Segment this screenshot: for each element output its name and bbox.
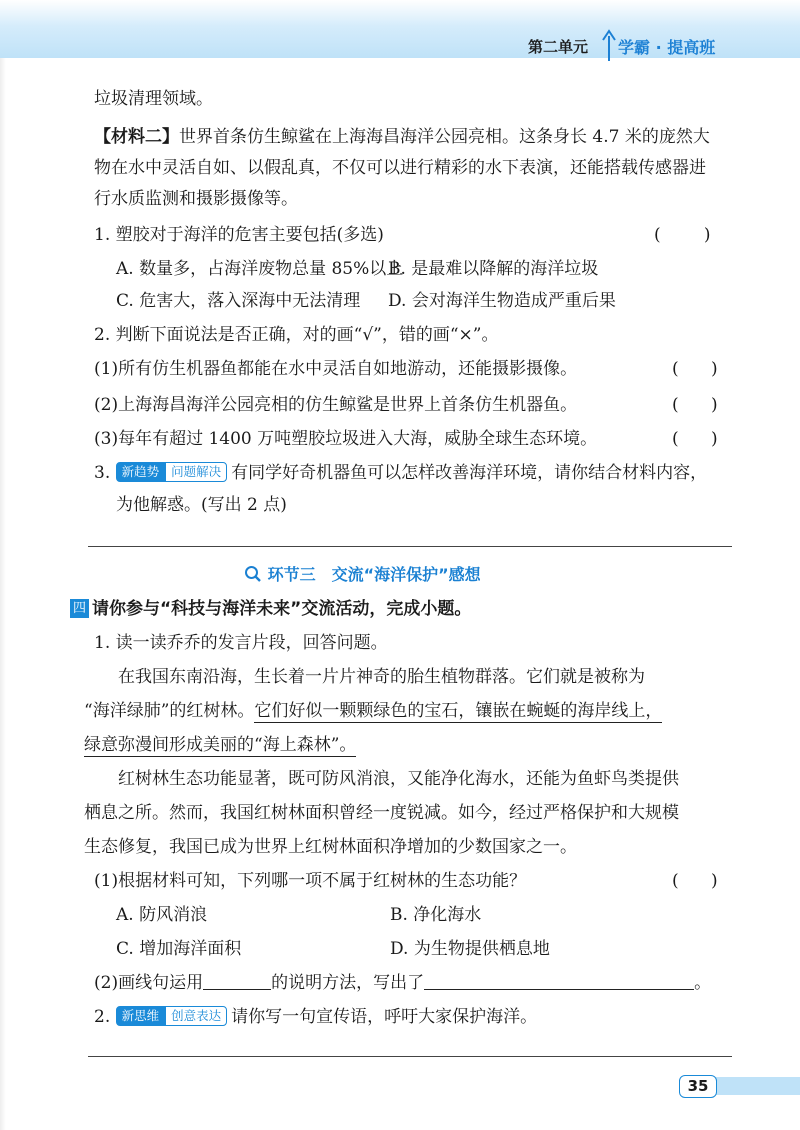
section3-part2: 交流“海洋保护”感想	[331, 565, 481, 584]
part4-heading	[70, 596, 471, 622]
header-unit-label: 第二单元	[528, 38, 589, 56]
magnifier-icon	[244, 565, 262, 583]
tag-new-thinking: 新思维	[116, 1006, 166, 1026]
underlined-sentence-part2: 绿意弥漫间形成美丽的“海上森林”。	[84, 735, 357, 755]
sub2-blank-content[interactable]	[424, 971, 694, 990]
underlined-sentence-part1: 它们好似一颗颗绿色的宝石，镶嵌在蜿蜒的海岸线上，	[254, 701, 663, 721]
page-tab	[716, 1077, 800, 1095]
material-tail: 垃圾清理领域。	[94, 89, 213, 109]
sub1-option-b[interactable]: B. 净化海水	[390, 905, 482, 925]
q1-option-d[interactable]: D. 会对海洋生物造成严重后果	[388, 291, 616, 311]
header-brand: 学霸 · 提高班	[618, 38, 716, 57]
q3-line1: 3. 新趋势 问题解决 有同学好奇机器鱼可以怎样改善海洋环境，请你结合材料内容，	[94, 463, 708, 483]
q-last-line: 2. 新思维 创意表达 请你写一句宣传语，呼吁大家保护海洋。	[94, 1007, 538, 1027]
material2-line2: 物在水中灵活自如、以假乱真，不仅可以进行精彩的水下表演，还能搭载传感器进	[94, 158, 706, 178]
q3-line2: 为他解惑。(写出 2 点)	[116, 495, 287, 515]
reading-p2-line3: 生态修复，我国已成为世界上红树林面积净增加的少数国家之一。	[84, 837, 577, 857]
reading-intro: 1. 读一读乔乔的发言片段，回答问题。	[94, 633, 388, 653]
material2-line1: 【材料二】世界首条仿生鲸鲨在上海海昌海洋公园亮相。这条身长 4.7 米的庞然大	[94, 127, 710, 147]
part4-badge: 四	[70, 599, 89, 618]
sub1-option-d[interactable]: D. 为生物提供栖息地	[390, 939, 550, 959]
q2-item-3: (3)每年有超过 1400 万吨塑胶垃圾进入大海，威胁全球生态环境。	[94, 429, 598, 449]
q2-item-1-paren[interactable]: ( )	[672, 359, 718, 379]
sub1-option-c[interactable]: C. 增加海洋面积	[116, 939, 242, 959]
tag-creative-expression: 创意表达	[165, 1006, 227, 1026]
q3-answer-line[interactable]	[88, 546, 732, 547]
sub2-blank-method[interactable]	[203, 971, 271, 990]
sub1-answer-paren[interactable]: ( )	[672, 871, 718, 891]
reading-p1-line3	[84, 732, 356, 758]
page-number: 35	[679, 1075, 717, 1098]
sub1-option-a[interactable]: A. 防风消浪	[116, 905, 208, 925]
tag-problem-solving: 问题解决	[165, 462, 227, 482]
tag-new-trend: 新趋势	[116, 462, 166, 482]
material2-label: 【材料二】	[94, 127, 179, 147]
section3-part1: 环节三	[267, 565, 316, 584]
reading-p2-line2: 栖息之所。然而，我国红树林面积曾经一度锐减。如今，经过严格保护和大规模	[84, 803, 679, 823]
q2-item-1: (1)所有仿生机器鱼都能在水中灵活自如地游动，还能摄影摄像。	[94, 359, 578, 379]
q1-option-b[interactable]: B. 是最难以降解的海洋垃圾	[388, 259, 599, 279]
reading-p1-line2: “海洋绿肺”的红树林。它们好似一颗颗绿色的宝石，镶嵌在蜿蜒的海岸线上，	[84, 701, 663, 721]
q2-stem: 2. 判断下面说法是否正确，对的画“√”，错的画“×”。	[94, 325, 499, 345]
q2-item-2-paren[interactable]: ( )	[672, 395, 718, 415]
q1-answer-paren[interactable]: ( )	[654, 225, 711, 245]
material2-line3: 行水质监测和摄影摄像等。	[94, 189, 298, 209]
reading-p2-line1: 红树林生态功能显著，既可防风消浪，又能净化海水，还能为鱼虾鸟类提供	[118, 769, 679, 789]
q2-item-2: (2)上海海昌海洋公园亮相的仿生鲸鲨是世界上首条仿生机器鱼。	[94, 395, 578, 415]
part4-title: 请你参与“科技与海洋未来”交流活动，完成小题。	[92, 599, 472, 619]
q1-option-a[interactable]: A. 数量多，占海洋废物总量 85%以上	[116, 259, 404, 279]
section3-title	[244, 562, 564, 585]
q1-option-c[interactable]: C. 危害大，落入深海中无法清理	[116, 291, 361, 311]
reading-p1-line1: 在我国东南沿海，生长着一片片神奇的胎生植物群落。它们就是被称为	[118, 667, 645, 687]
sub1-stem: (1)根据材料可知，下列哪一项不属于红树林的生态功能？	[94, 871, 527, 891]
q1-stem: 1. 塑胶对于海洋的危害主要包括(多选)	[94, 225, 384, 245]
q-last-answer-line[interactable]	[88, 1056, 732, 1057]
q2-item-3-paren[interactable]: ( )	[672, 429, 718, 449]
sub2-line: (2)画线句运用 的说明方法，写出了 。	[94, 973, 712, 993]
